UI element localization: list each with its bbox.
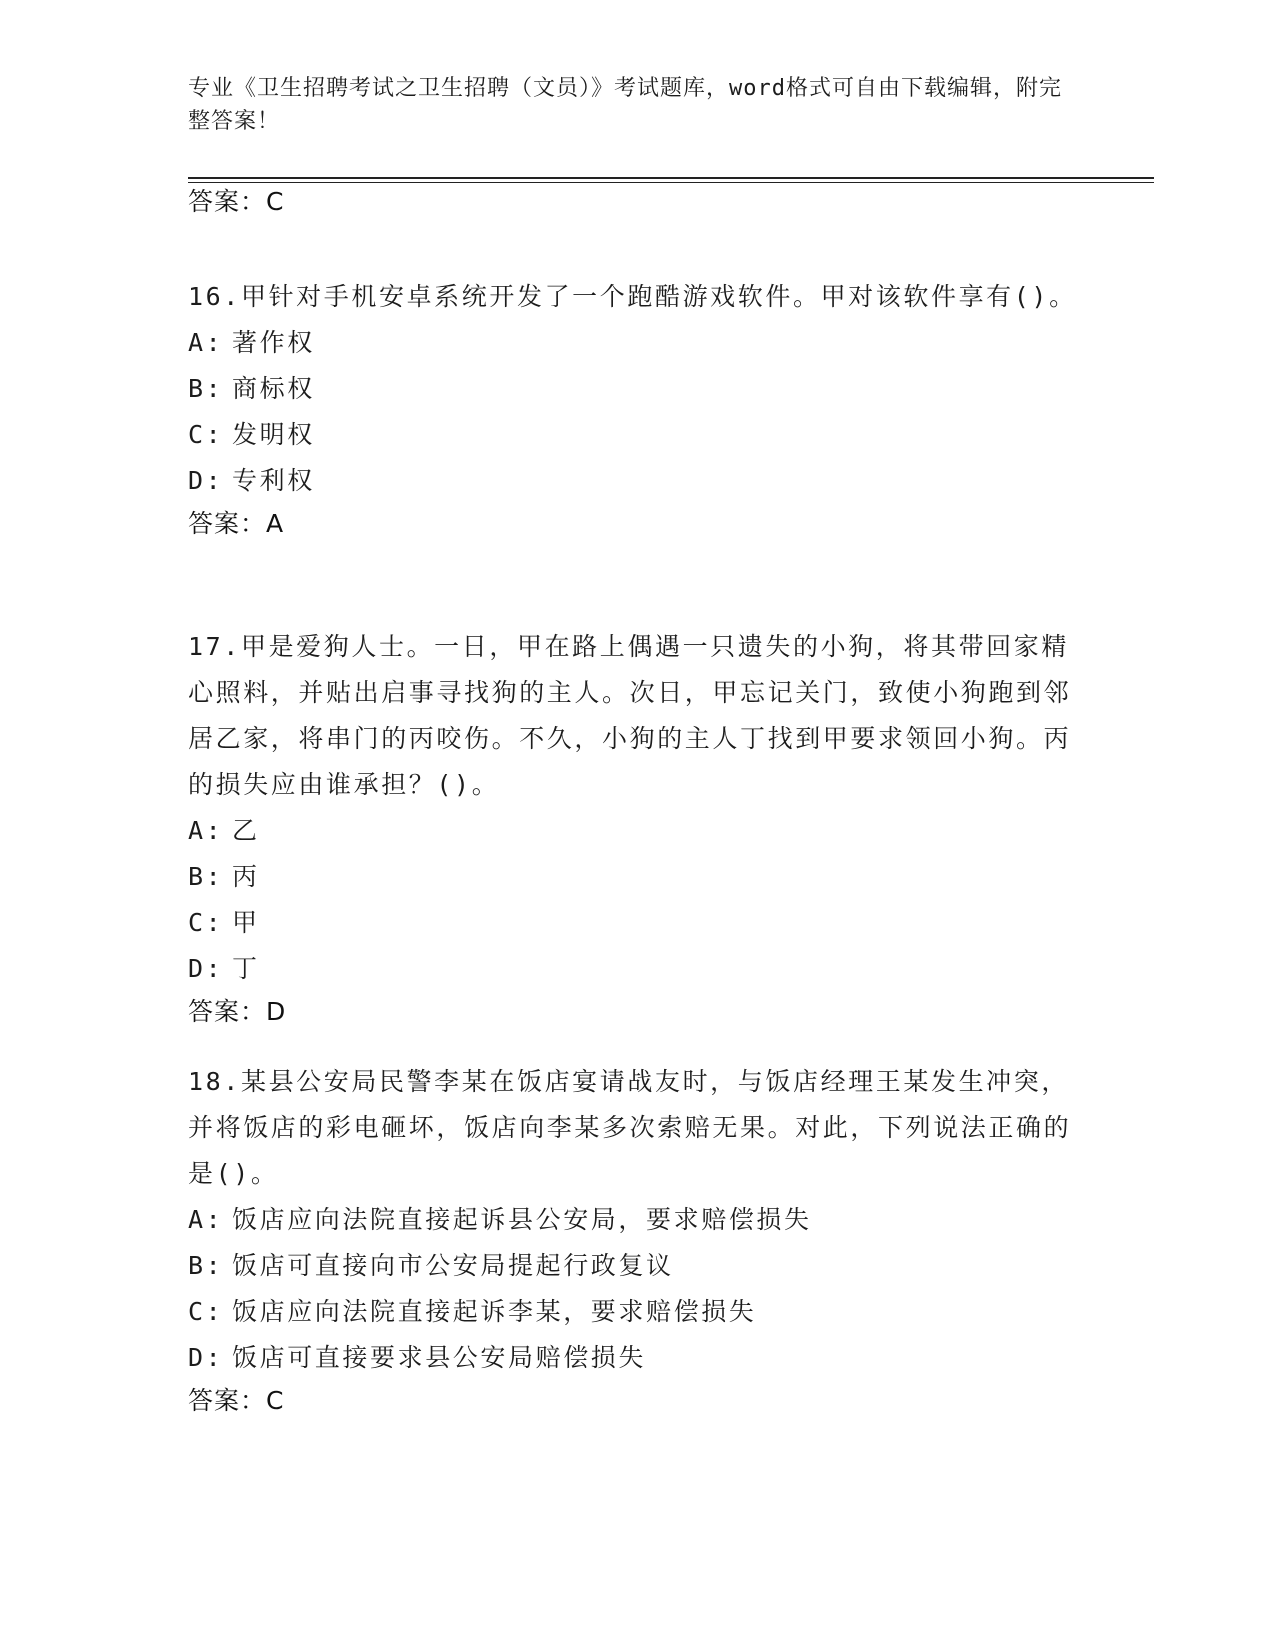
answer-value: A: [266, 509, 284, 538]
option-text: 丙: [232, 862, 260, 891]
answer-line: [188, 1381, 1088, 1421]
option-key: B:: [188, 862, 224, 891]
option-key: D:: [188, 466, 224, 495]
option-key: B:: [188, 1251, 224, 1280]
option-c: [188, 900, 1088, 946]
answer-label: 答案：: [188, 997, 267, 1026]
option-key: C:: [188, 1297, 224, 1326]
option-a: [188, 320, 1088, 366]
answer-value: D: [266, 997, 286, 1026]
answer-label: 答案：: [188, 509, 267, 538]
option-text: 专利权: [232, 466, 315, 495]
option-c: [188, 1289, 1088, 1335]
option-text: 饭店可直接向市公安局提起行政复议: [232, 1251, 674, 1280]
option-key: D:: [188, 1343, 224, 1372]
option-text: 发明权: [232, 420, 315, 449]
answer-value: C: [266, 1386, 284, 1415]
answer-line: [188, 182, 1088, 222]
option-key: C:: [188, 908, 224, 937]
option-key: B:: [188, 374, 224, 403]
question-number: 17.: [188, 632, 241, 661]
question-number: 16.: [188, 282, 241, 311]
option-key: D:: [188, 954, 224, 983]
answer-value: C: [266, 187, 284, 216]
option-text: 著作权: [232, 328, 315, 357]
question-text: 18.某县公安局民警李某在饭店宴请战友时，与饭店经理王某发生冲突，并将饭店的彩电砸坏，饭店向李某多次索赔无果。对此，下列说法正确的是()。: [188, 1067, 1072, 1188]
option-text: 商标权: [232, 374, 315, 403]
option-text: 乙: [232, 816, 260, 845]
question-18: [188, 1059, 1088, 1421]
question-text: 17.甲是爱狗人士。一日，甲在路上偶遇一只遗失的小狗，将其带回家精心照料，并贴出启事寻找狗的主人。次日，甲忘记关门，致使小狗跑到邻居乙家，将串门的丙咬伤。不久，小狗的主人丁找到甲要求领回小狗。丙的损失应由谁承担？()。: [188, 632, 1072, 799]
option-d: [188, 1335, 1088, 1381]
option-d: [188, 458, 1088, 504]
option-a: [188, 1197, 1088, 1243]
option-b: [188, 1243, 1088, 1289]
option-text: 饭店应向法院直接起诉李某，要求赔偿损失: [232, 1297, 757, 1326]
option-a: [188, 808, 1088, 854]
answer-line: [188, 504, 1088, 544]
option-c: [188, 412, 1088, 458]
question-text: 16.甲针对手机安卓系统开发了一个跑酷游戏软件。甲对该软件享有()。: [188, 282, 1077, 311]
question-number: 18.: [188, 1067, 241, 1096]
question-16: [188, 274, 1088, 544]
option-key: A:: [188, 328, 224, 357]
question-17: [188, 624, 1088, 1032]
option-key: C:: [188, 420, 224, 449]
option-text: 饭店应向法院直接起诉县公安局，要求赔偿损失: [232, 1205, 812, 1234]
answer-label: 答案：: [188, 187, 267, 216]
option-text: 饭店可直接要求县公安局赔偿损失: [232, 1343, 647, 1372]
option-key: A:: [188, 816, 224, 845]
answer-label: 答案：: [188, 1386, 267, 1415]
option-d: [188, 946, 1088, 992]
option-b: [188, 366, 1088, 412]
page-header: 专业《卫生招聘考试之卫生招聘（文员）》考试题库，word格式可自由下载编辑，附完整答案！: [188, 76, 1062, 134]
answer-line: [188, 992, 1088, 1032]
option-b: [188, 854, 1088, 900]
option-text: 丁: [232, 954, 260, 983]
option-key: A:: [188, 1205, 224, 1234]
option-text: 甲: [232, 908, 260, 937]
